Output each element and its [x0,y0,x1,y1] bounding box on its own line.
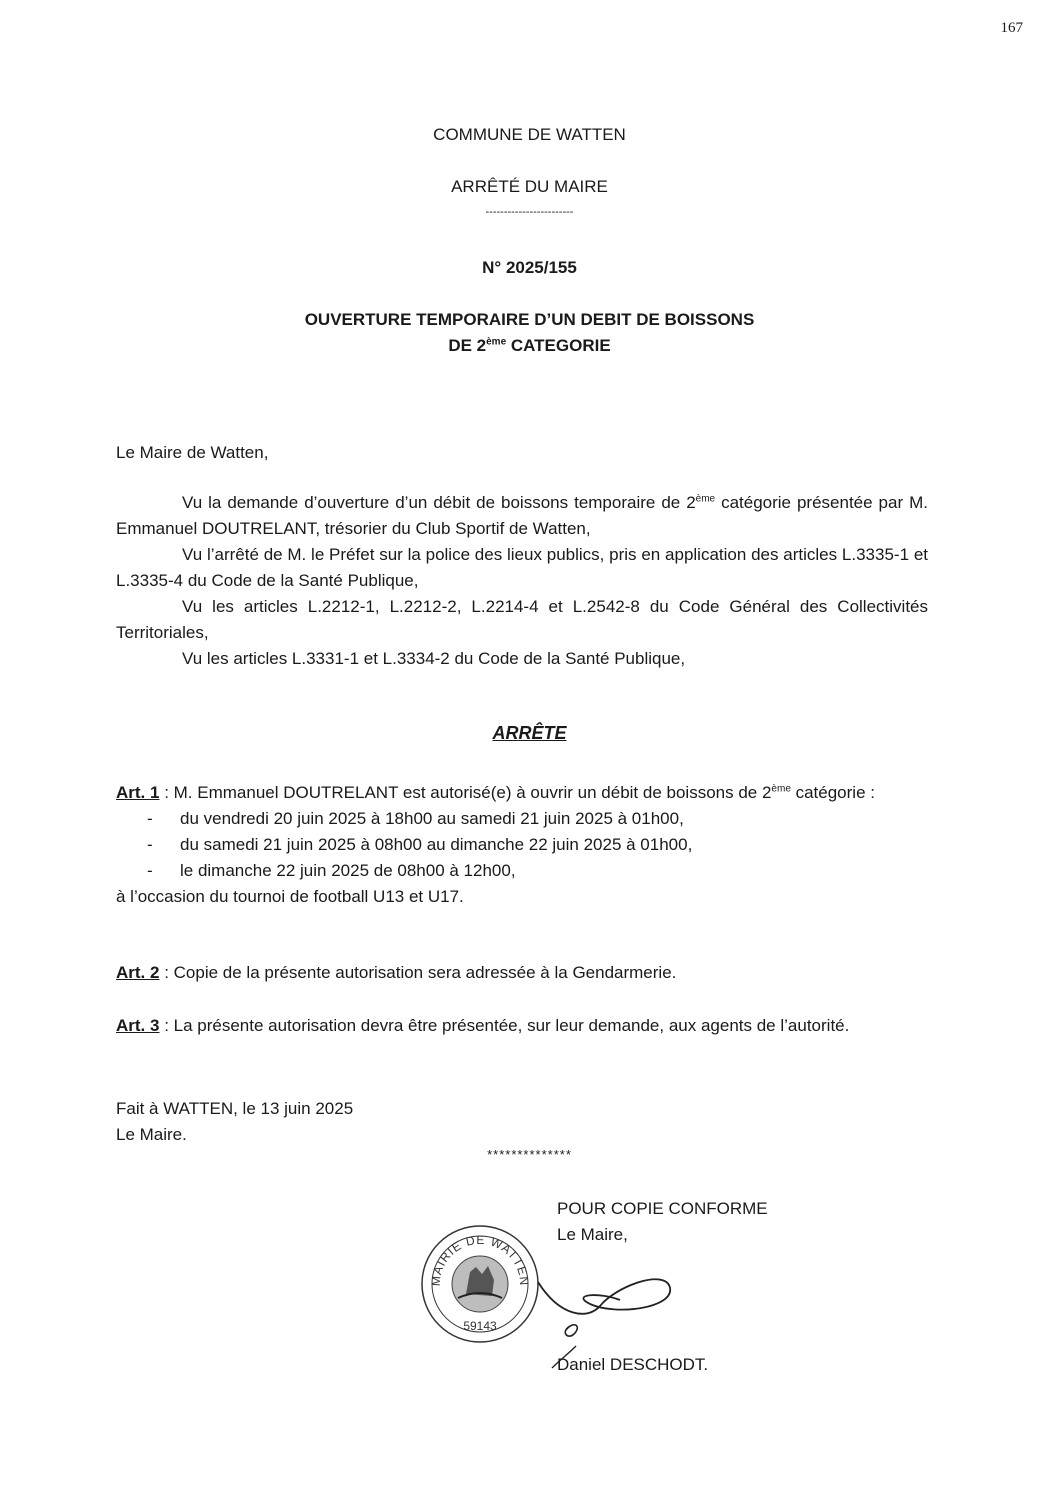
article-3: Art. 3 : La présente autorisation devra être présentée, sur leur demande, aux agents de l’autorité. [116,1016,850,1035]
stars-separator: ************** [487,1147,572,1162]
vu-arrete-prefet: Vu l’arrêté de M. le Préfet sur la police des lieux publics, pris en application des articles L.3335-1 et L.3335-4 du Code de la Santé Publique, [116,545,928,590]
arrete-heading: ARRÊTE [492,723,567,743]
list-item: - le dimanche 22 juin 2025 de 08h00 à 12h00, [147,861,516,880]
vu-csp: Vu les articles L.3331-1 et L.3334-2 du Code de la Santé Publique, [182,649,686,668]
svg-text:59143: 59143 [463,1319,497,1333]
preamble [116,490,928,672]
svg-text:MAIRIE DE WATTEN: MAIRIE DE WATTEN [428,1232,532,1287]
decree-title-line2: DE 2ème CATEGORIE [448,336,611,355]
vu-demande: Vu la demande d’ouverture d’un débit de boissons temporaire de 2ème catégorie présentée par M. Emmanuel DOUTRELANT, trésorier du Club Sportif de Watten, [116,493,928,538]
article-2: Art. 2 : Copie de la présente autorisation sera adressée à la Gendarmerie. [116,963,677,982]
vu-cgct: Vu les articles L.2212-1, L.2212-2, L.2214-4 et L.2542-8 du Code Général des Collectivités Territoriales, [116,597,928,642]
list-item: - du vendredi 20 juin 2025 à 18h00 au samedi 21 juin 2025 à 01h00, [147,809,684,828]
place-date: Fait à WATTEN, le 13 juin 2025 [116,1099,354,1118]
article-1: Art. 1 : M. Emmanuel DOUTRELANT est autorisé(e) à ouvrir un débit de boissons de 2ème catégorie : - du vendredi 20 juin 2025 à 18h00 au samedi 21 juin 2025 à 01h00, - du samedi 21 juin 2025 à 08h00 au dimanche 22 juin 2025 à 01h00, - le dimanche 22 juin 2025 de 08h00 à 12h00, à l’occasion du tournoi de football U13 et U17. [116,780,928,910]
period-list [116,806,928,884]
list-item: - du samedi 21 juin 2025 à 08h00 au dimanche 22 juin 2025 à 01h00, [147,835,693,854]
page-number: 167 [1000,20,1023,36]
copy-conforme-role: Le Maire, [557,1225,628,1244]
salutation: Le Maire de Watten, [116,443,269,462]
copy-conforme-label: POUR COPIE CONFORME [557,1199,768,1218]
article-3-label: Art. 3 [116,1016,160,1035]
separator: ------------------------ [485,206,574,218]
decree-title-line1: OUVERTURE TEMPORAIRE D’UN DEBIT DE BOISSONS [304,310,755,329]
decree-number: N° 2025/155 [482,258,577,277]
document-type: ARRÊTÉ DU MAIRE [451,177,608,196]
closing-role: Le Maire. [116,1125,187,1144]
article-1-label: Art. 1 [116,783,160,802]
mairie-seal-icon [418,1222,542,1346]
article-1-occasion: à l’occasion du tournoi de football U13 et U17. [116,887,464,906]
closing-block [116,1096,928,1148]
commune-name: COMMUNE DE WATTEN [433,125,626,144]
article-2-label: Art. 2 [116,963,160,982]
signatory-name: Daniel DESCHODT. [557,1355,709,1374]
copy-conforme [557,1196,917,1248]
